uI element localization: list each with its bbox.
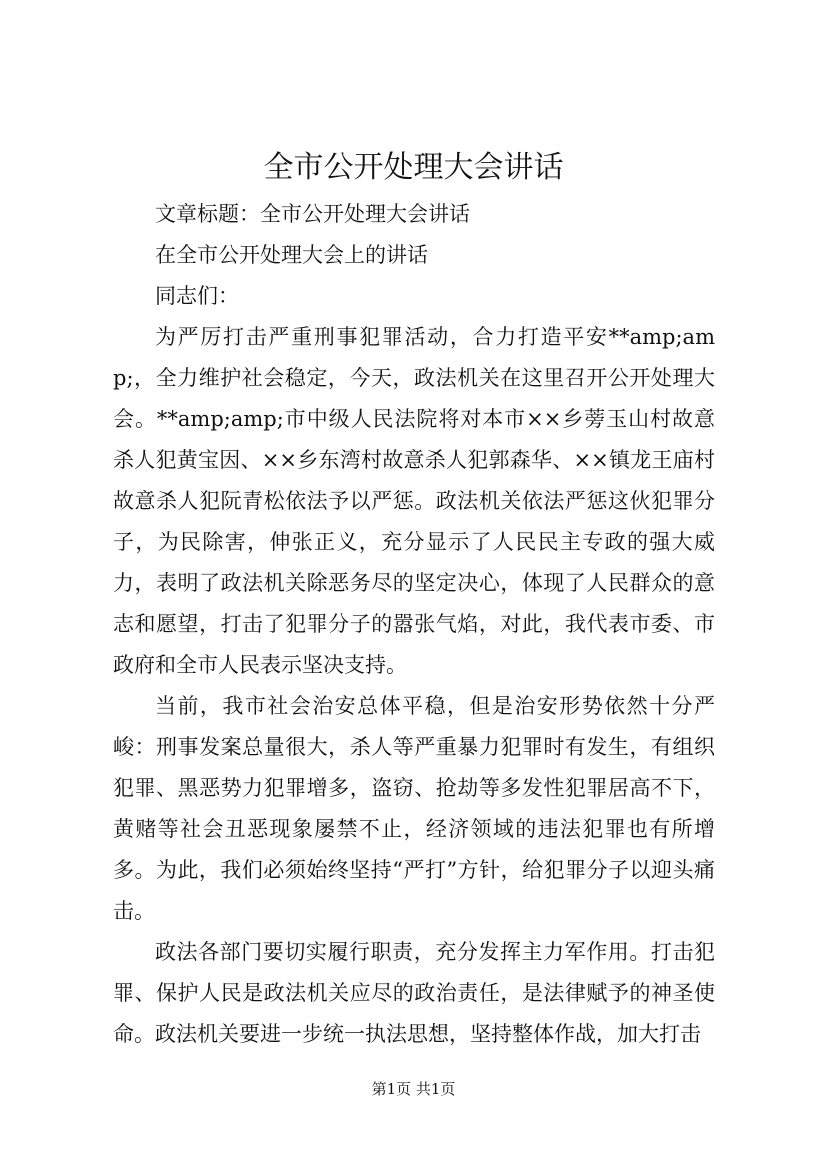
- document-body: [113, 194, 715, 1055]
- page-footer: 第1页 共1页: [371, 1080, 456, 1098]
- body-paragraph: 当前，我市社会治安总体平稳，但是治安形势依然十分严峻：刑事发案总量很大，杀人等严重暴力犯罪时有发生，有组织犯罪、黑恶势力犯罪增多，盗窃、抢劫等多发性犯罪居高不下，黄赌等社会丑恶现象屡禁不止，经济领域的违法犯罪也有所增多。为此，我们必须始终坚持“严打”方针，给犯罪分子以迎头痛击。: [113, 694, 715, 923]
- document-title: 全市公开处理大会讲话: [263, 150, 564, 185]
- salutation: 同志们：: [155, 284, 239, 308]
- body-paragraph: 政法各部门要切实履行职责，充分发挥主力军作用。打击犯罪、保护人民是政法机关应尽的政治责任，是法律赋予的神圣使命。政法机关要进一步统一执法思想，坚持整体作战，加大打击: [113, 940, 715, 1046]
- article-title-line: 文章标题：全市公开处理大会讲话: [155, 202, 470, 226]
- body-paragraph: 为严厉打击严重刑事犯罪活动，合力打造平安**amp;amp;，全力维护社会稳定，今天，政法机关在这里召开公开处理大会。**amp;amp;市中级人民法院将对本市××乡蒡玉山村故意杀人犯黄宝因、××乡东湾村故意杀人犯郭森华、××镇龙王庙村故意杀人犯阮青松依法予以严惩。政法机关依法严惩这伙犯罪分子，为民除害，伸张正义，充分显示了人民民主专政的强大威力，表明了政法机关除恶务尽的坚定决心，体现了人民群众的意志和愿望，打击了犯罪分子的嚣张气焰，对此，我代表市委、市政府和全市人民表示坚决支持。: [113, 325, 715, 677]
- speech-title-line: 在全市公开处理大会上的讲话: [155, 243, 428, 267]
